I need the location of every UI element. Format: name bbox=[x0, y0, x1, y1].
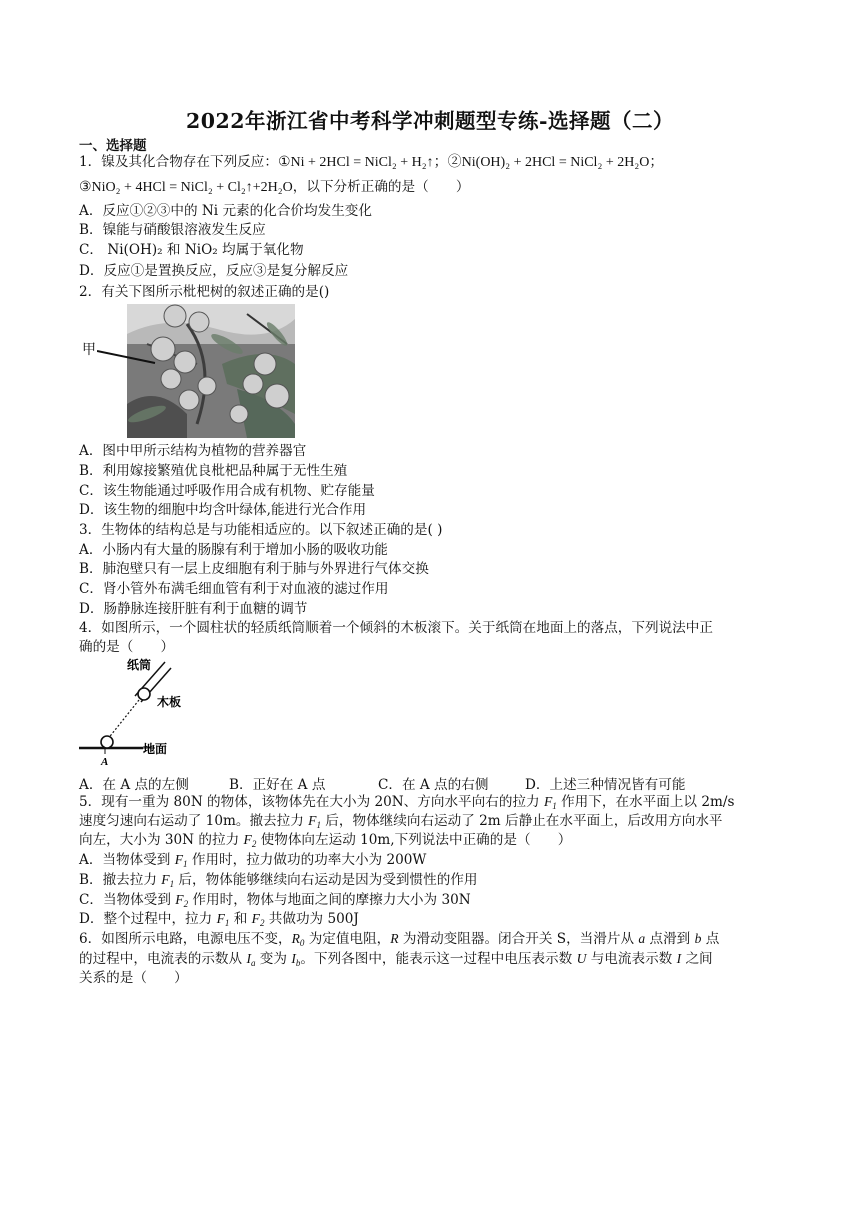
q4-stem: 4．如图所示，一个圆柱状的轻质纸筒顺着一个倾斜的木板滚下。关于纸筒在地面上的落点，下列说法中正 bbox=[79, 620, 713, 636]
q4-options bbox=[79, 773, 779, 791]
page-title: 2022年浙江省中考科学冲刺题型专练-选择题（二） bbox=[185, 109, 675, 133]
q5-stem-line3: 向左，大小为 30N 的拉力 $F_2$ 使物体向左运动 10m,下列说法中正确的是（ ） bbox=[79, 832, 572, 849]
q4-option-d: D．上述三种情况皆有可能 bbox=[525, 777, 686, 793]
loquat-tree-photo bbox=[127, 304, 295, 438]
q1-option-c: C． Ni(OH)₂ 和 NiO₂ 均属于氧化物 bbox=[79, 242, 304, 258]
q1-option-a: A．反应①②③中的 Ni 元素的化合价均发生变化 bbox=[79, 203, 372, 219]
q6-stem-line3: 关系的是（ ） bbox=[79, 970, 188, 986]
q3-option-d: D．肠静脉连接肝脏有利于血糖的调节 bbox=[79, 601, 308, 617]
photo-pointer-line bbox=[97, 347, 157, 367]
q5-stem-line2: 速度匀速向右运动了 10m。撤去拉力 $F_1$ 后，物体继续向右运动了 2m 后静止在水平面上，后改用方向水平 bbox=[79, 813, 723, 830]
q4-option-c: C．在 A 点的右侧 bbox=[378, 777, 489, 793]
q5-option-b: B．撤去拉力 $F_1$ 后，物体能够继续向右运动是因为受到惯性的作用 bbox=[79, 872, 478, 889]
paper-tube-on-ground bbox=[101, 736, 113, 748]
q5-option-d: D．整个过程中，拉力 $F_1$ 和 $F_2$ 共做功为 500J bbox=[79, 911, 359, 928]
q2-option-a: A．图中甲所示结构为植物的营养器官 bbox=[79, 443, 307, 459]
section-heading: 一、选择题 bbox=[79, 138, 147, 154]
label-board: 木板 bbox=[157, 695, 182, 709]
q3-option-b: B．肺泡壁只有一层上皮细胞有利于肺与外界进行气体交换 bbox=[79, 561, 429, 577]
q1-option-b: B．镍能与硝酸银溶液发生反应 bbox=[79, 222, 266, 238]
q6-stem-line2: 的过程中，电流表的示数从 $I_a$ 变为 $I_b$。下列各图中，能表示这一过程中电压表示数 U 与电流表示数 I 之间 bbox=[79, 951, 713, 968]
paper-tube-on-board bbox=[138, 688, 150, 700]
q2-option-c: C．该生物能通过呼吸作用合成有机物、贮存能量 bbox=[79, 483, 375, 499]
q5-option-a: A．当物体受到 $F_1$ 作用时，拉力做功的功率大小为 200W bbox=[79, 852, 427, 869]
label-paper-tube: 纸筒 bbox=[127, 658, 152, 672]
q3-stem: 3．生物体的结构总是与功能相适应的。以下叙述正确的是( ) bbox=[79, 522, 443, 538]
q1-option-d: D．反应①是置换反应，反应③是复分解反应 bbox=[79, 263, 349, 279]
q2-option-d: D．该生物的细胞中均含叶绿体,能进行光合作用 bbox=[79, 502, 367, 518]
photo-label-jia: 甲 bbox=[82, 342, 96, 358]
q2-stem: 2．有关下图所示枇杷树的叙述正确的是() bbox=[79, 284, 330, 300]
label-ground: 地面 bbox=[143, 742, 168, 756]
q4-option-b: B．正好在 A 点 bbox=[229, 777, 326, 793]
q2-option-b: B．利用嫁接繁殖优良枇杷品种属于无性生殖 bbox=[79, 463, 348, 479]
q5-option-c: C．当物体受到 $F_2$ 作用时，物体与地面之间的摩擦力大小为 30N bbox=[79, 892, 471, 909]
q6-stem-line1: 6．如图所示电路，电源电压不变，$R_0$ 为定值电阻，R 为滑动变阻器。闭合开关 S，当滑片从 a 点滑到 b 点 bbox=[79, 931, 720, 948]
q4-stem-cont: 确的是（ ） bbox=[79, 639, 175, 655]
q3-option-c: C．肾小管外布满毛细血管有利于对血液的滤过作用 bbox=[79, 581, 389, 597]
q3-option-a: A．小肠内有大量的肠腺有利于增加小肠的吸收功能 bbox=[79, 542, 388, 558]
loquat-photo-drawing bbox=[127, 304, 295, 438]
rolling-tube-diagram bbox=[77, 656, 197, 774]
q1-stem-cont: ③NiO₂ + 4HCl = NiCl₂ + Cl₂↑+2H₂O，以下分析正确的是（ ） bbox=[79, 179, 470, 195]
q5-stem-line1: 5．现有一重为 80N 的物体，该物体先在大小为 20N、方向水平向右的拉力 $F_1$ 作用下，在水平面上以 2m/s bbox=[79, 794, 735, 811]
q4-option-a: A．在 A 点的左侧 bbox=[79, 777, 189, 793]
q1-stem: 1．镍及其化合物存在下列反应：①Ni + 2HCl = NiCl₂ + H₂↑；②Ni(OH)₂ + 2HCl = NiCl₂ + 2H₂O； bbox=[79, 154, 664, 170]
label-point-a: A bbox=[101, 756, 109, 768]
